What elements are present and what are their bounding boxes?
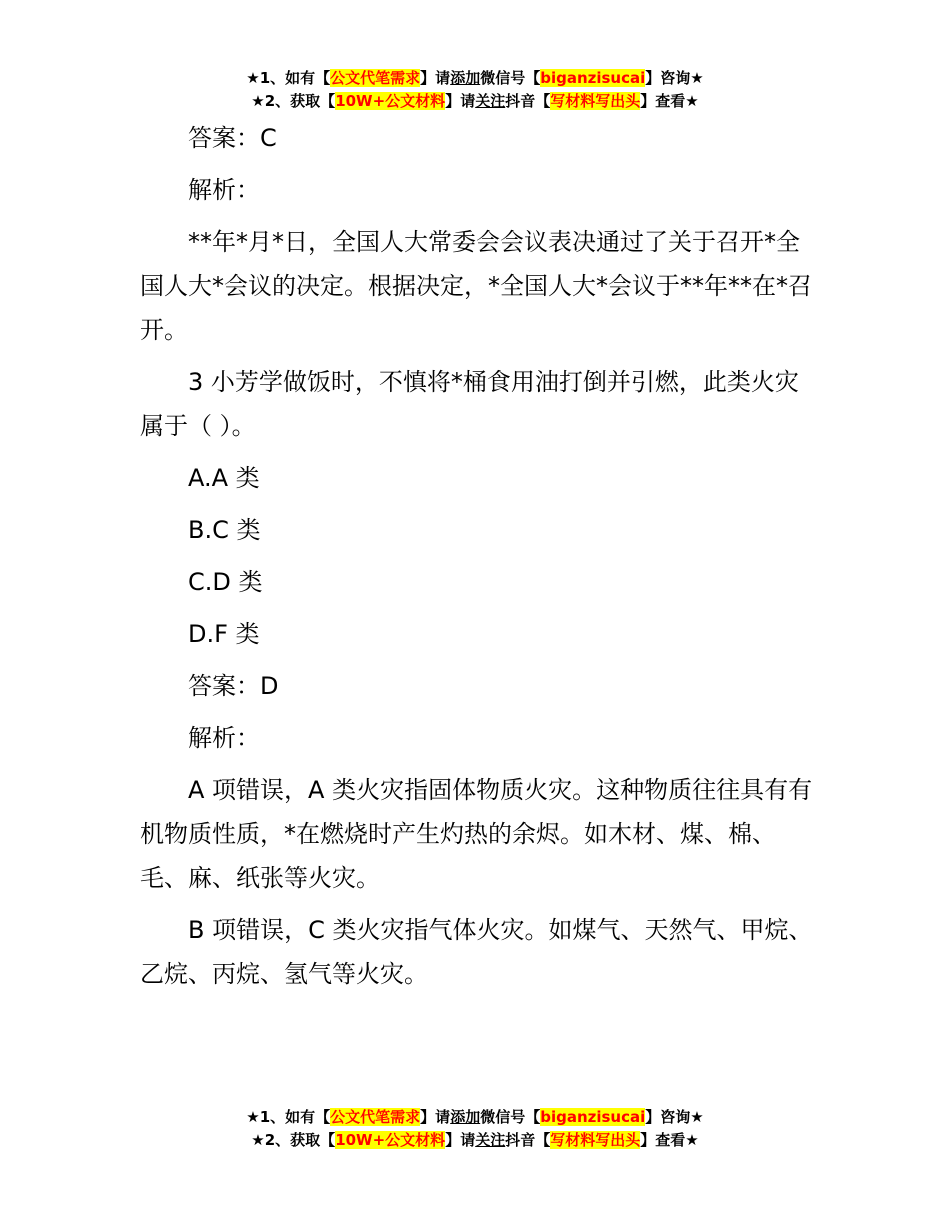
footer-banner-line-2: ★2、获取【10W+公文材料】请关注抖音【写材料写出头】查看★ xyxy=(251,1131,699,1149)
option-b: B.C 类 xyxy=(188,516,261,544)
header-highlight-ghostwriting: 公文代笔需求 xyxy=(330,69,421,87)
footer-highlight-materials: 10W+公文材料 xyxy=(335,1131,446,1149)
header-highlight-wechat-id: biganzisucai xyxy=(540,69,646,87)
footer-highlight-wechat-id: biganzisucai xyxy=(540,1108,646,1126)
document-body xyxy=(140,116,820,1004)
header-banner-line-1: ★1、如有【公文代笔需求】请添加微信号【biganzisucai】咨询★ xyxy=(246,69,704,87)
analysis-3-label: 解析： xyxy=(188,724,260,752)
option-c: C.D 类 xyxy=(188,568,263,596)
question-3: 3 小芳学做饭时，不慎将*桶食用油打倒并引燃，此类火灾属于（ ）。 xyxy=(140,368,799,440)
analysis-3-option-b: B 项错误，C 类火灾指气体火灾。如煤气、天然气、甲烷、乙烷、丙烷、氢气等火灾。 xyxy=(140,916,813,988)
analysis-1-text: **年*月*日，全国人大常委会会议表决通过了关于召开*全国人大*会议的决定。根据决定，*全国人大*会议于**年**在*召开。 xyxy=(140,228,812,344)
option-a: A.A 类 xyxy=(188,464,260,492)
header-highlight-materials: 10W+公文材料 xyxy=(335,92,446,110)
answer-1: 答案：C xyxy=(188,124,277,152)
header-banner-line-2: ★2、获取【10W+公文材料】请关注抖音【写材料写出头】查看★ xyxy=(251,92,699,110)
footer-highlight-douyin: 写材料写出头 xyxy=(550,1131,641,1149)
analysis-3-option-a: A 项错误，A 类火灾指固体物质火灾。这种物质往往具有有机物质性质，*在燃烧时产生灼热的余烬。如木材、煤、棉、毛、麻、纸张等火灾。 xyxy=(140,776,813,892)
header-highlight-douyin: 写材料写出头 xyxy=(550,92,641,110)
analysis-1-label: 解析： xyxy=(188,176,260,204)
header-banner xyxy=(0,67,950,113)
footer-banner-line-1: ★1、如有【公文代笔需求】请添加微信号【biganzisucai】咨询★ xyxy=(246,1108,704,1126)
footer-banner xyxy=(0,1106,950,1152)
option-d: D.F 类 xyxy=(188,620,260,648)
answer-3: 答案：D xyxy=(188,672,279,700)
footer-highlight-ghostwriting: 公文代笔需求 xyxy=(330,1108,421,1126)
